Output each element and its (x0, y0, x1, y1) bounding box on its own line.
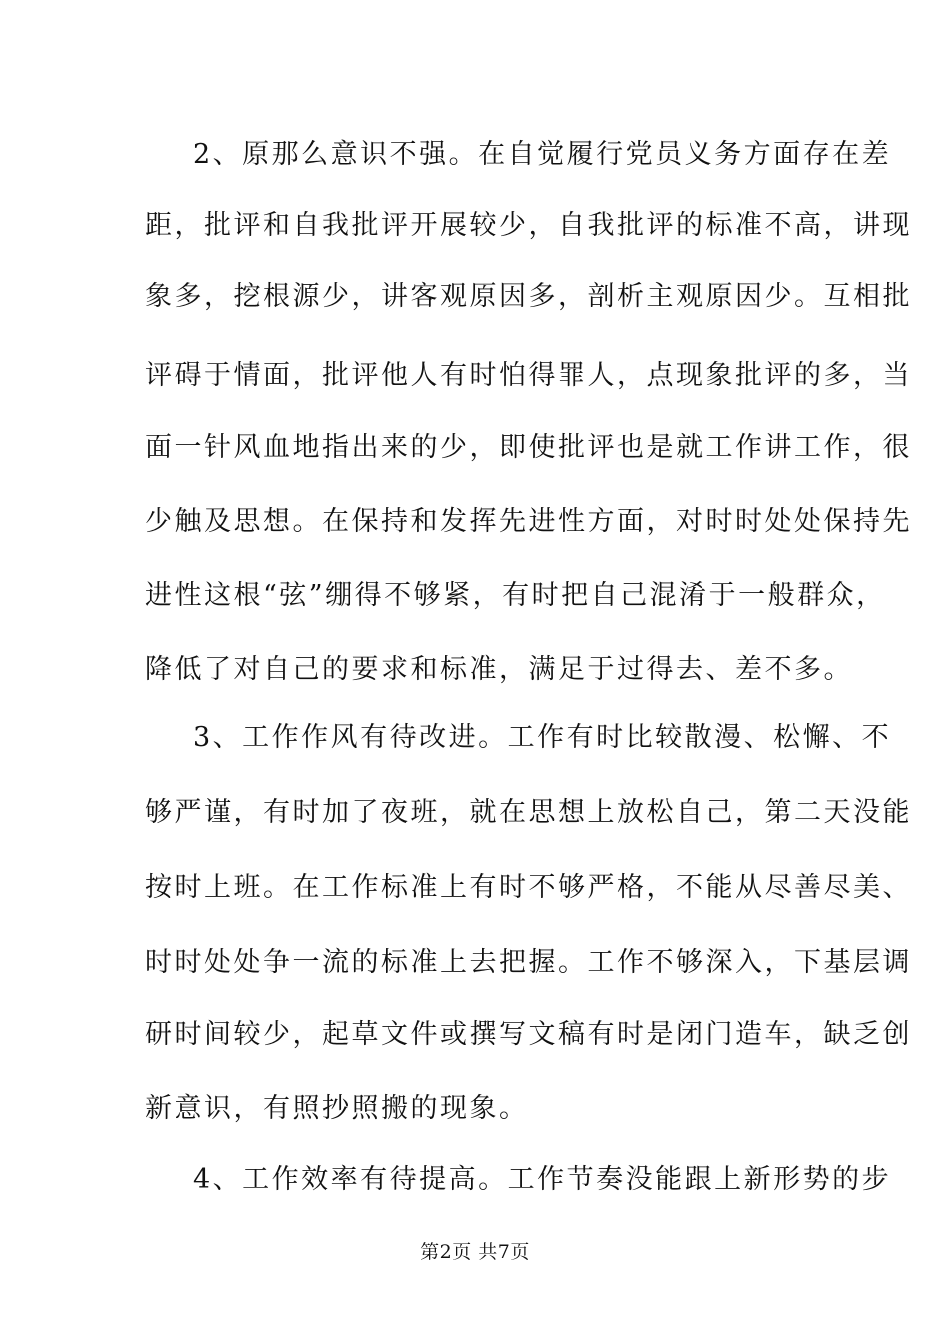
paragraph-line: 象多，挖根源少，讲客观原因多，剖析主观原因少。互相批 (145, 281, 912, 312)
page-number: 第2页 共7页 (420, 1241, 530, 1263)
paragraph-line: 够严谨，有时加了夜班，就在思想上放松自己，第二天没能 (145, 797, 912, 828)
paragraph-line: 评碍于情面，批评他人有时怕得罪人，点现象批评的多，当 (145, 360, 912, 391)
paragraph-line: 时时处处争一流的标准上去把握。工作不够深入，下基层调 (145, 947, 912, 978)
paragraph-line: 进性这根“弦”绷得不够紧，有时把自己混淆于一般群众， (145, 580, 886, 611)
paragraph-line: 新意识，有照抄照搬的现象。 (145, 1093, 529, 1124)
paragraph-line: 少触及思想。在保持和发挥先进性方面，对时时处处保持先 (145, 506, 912, 537)
paragraph-line: 降低了对自己的要求和标准，满足于过得去、差不多。 (145, 654, 853, 685)
paragraph-line: 2、原那么意识不强。在自觉履行党员义务方面存在差 (193, 139, 892, 170)
paragraph-line: 3、工作作风有待改进。工作有时比较散漫、松懈、不 (193, 722, 892, 753)
paragraph-line: 研时间较少，起草文件或撰写文稿有时是闭门造车，缺乏创 (145, 1019, 912, 1050)
paragraph-line: 按时上班。在工作标准上有时不够严格，不能从尽善尽美、 (145, 872, 912, 903)
paragraph-line: 4、工作效率有待提高。工作节奏没能跟上新形势的步 (193, 1164, 892, 1195)
paragraph-line: 面一针风血地指出来的少，即使批评也是就工作讲工作，很 (145, 432, 912, 463)
paragraph-line: 距，批评和自我批评开展较少，自我批评的标准不高，讲现 (145, 210, 912, 241)
